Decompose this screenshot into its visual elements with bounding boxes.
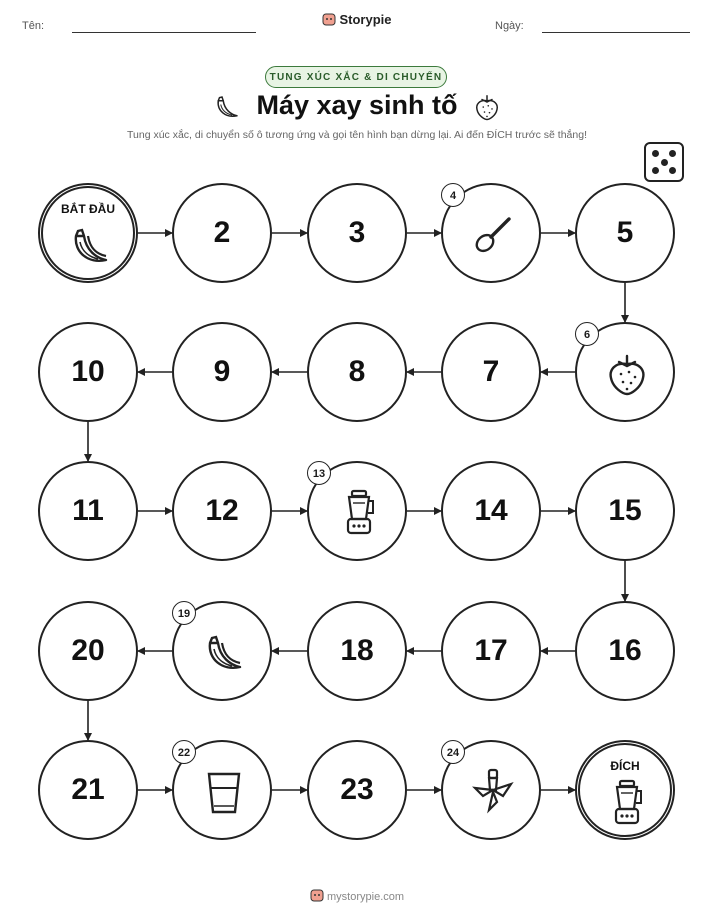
cell-number: 23: [340, 773, 374, 806]
cell-number: 12: [205, 494, 239, 527]
cell-number: 20: [71, 634, 105, 667]
cell-number: 16: [608, 634, 642, 667]
board-cell[interactable]: [307, 183, 407, 283]
footer: [0, 888, 714, 903]
board-cell[interactable]: [38, 740, 138, 840]
cell-number-badge: 13: [307, 461, 331, 485]
cell-number: 11: [72, 494, 104, 527]
board-cell[interactable]: [441, 601, 541, 701]
date-label: Ngày:: [495, 20, 524, 32]
board-cell[interactable]: [441, 461, 541, 561]
brand-name: Storypie: [339, 12, 392, 27]
cell-label: ĐÍCH: [610, 759, 640, 773]
board-cell[interactable]: [172, 461, 272, 561]
start-cell[interactable]: [38, 183, 138, 283]
board-cell[interactable]: [575, 183, 675, 283]
board-cell[interactable]: [307, 601, 407, 701]
cell-number-badge: 6: [575, 322, 599, 346]
glass-icon: [200, 768, 248, 816]
board-cell[interactable]: [441, 740, 541, 840]
board-cell[interactable]: [307, 461, 407, 561]
page-title: Máy xay sinh tố: [256, 90, 458, 120]
spoon-icon: [469, 211, 517, 259]
banana-icon: [200, 629, 248, 677]
strawberry-icon: [603, 350, 651, 398]
board-cell[interactable]: [575, 461, 675, 561]
cell-number-badge: 24: [441, 740, 465, 764]
board-cell[interactable]: [441, 322, 541, 422]
cell-number: 10: [71, 355, 105, 388]
instructions: Tung xúc xắc, di chuyển số ô tương ứng và gọi tên hình bạn dừng lại. Ai đến ĐÍCH trước sẽ thắng!: [126, 129, 587, 141]
footer-url[interactable]: mystorypie.com: [327, 891, 405, 903]
cell-number: 7: [482, 355, 500, 388]
cell-number: 17: [474, 634, 508, 667]
cell-number-badge: 19: [172, 601, 196, 625]
banana-icon: [66, 222, 114, 270]
board-cell[interactable]: [172, 740, 272, 840]
cell-number: 5: [616, 216, 634, 249]
board-cell[interactable]: [38, 461, 138, 561]
blender-icon: [335, 489, 383, 537]
board-cell[interactable]: [172, 183, 272, 283]
cell-number: 21: [71, 773, 105, 806]
board-cell[interactable]: [575, 322, 675, 422]
cell-number: 3: [348, 216, 366, 249]
board-cell[interactable]: [441, 183, 541, 283]
cell-number: 15: [608, 494, 642, 527]
board-cell[interactable]: [575, 601, 675, 701]
cell-number: 8: [348, 355, 366, 388]
finish-cell[interactable]: [575, 740, 675, 840]
cell-number: 18: [340, 634, 374, 667]
name-label: Tên:: [22, 20, 45, 32]
blender-blade-icon: [469, 768, 517, 816]
cell-number-badge: 22: [172, 740, 196, 764]
board-cell[interactable]: [307, 322, 407, 422]
cell-label: BẮT ĐẦU: [61, 202, 115, 216]
board-cell[interactable]: [307, 740, 407, 840]
board-cell[interactable]: [172, 322, 272, 422]
storypie-logo-icon: [310, 888, 324, 902]
cell-number: 14: [474, 494, 508, 527]
cell-number-badge: 4: [441, 183, 465, 207]
board-cell[interactable]: [172, 601, 272, 701]
blender-icon: [603, 779, 651, 827]
activity-badge: TUNG XÚC XẮC & DI CHUYỂN: [265, 66, 447, 88]
board-cell[interactable]: [38, 322, 138, 422]
cell-number: 2: [213, 216, 231, 249]
board-cell[interactable]: [38, 601, 138, 701]
cell-number: 9: [213, 355, 231, 388]
